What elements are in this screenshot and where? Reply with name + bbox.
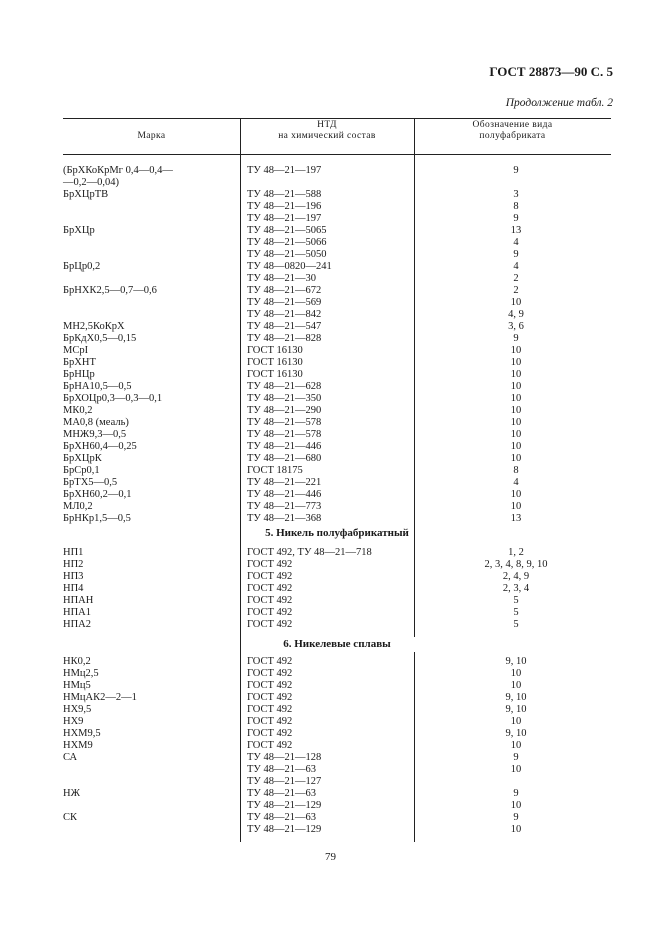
row-type: 9 bbox=[513, 333, 519, 344]
row-ntd: ТУ 48—21—5065 bbox=[247, 225, 327, 236]
row-ntd: ТУ 48—21—197 bbox=[247, 165, 322, 176]
table-row bbox=[63, 369, 611, 381]
row-ntd: ТУ 48—21—30 bbox=[247, 273, 316, 284]
row-ntd: ГОСТ 492 bbox=[247, 656, 293, 667]
section-title-nickel: 5. Никель полуфабрикатный bbox=[265, 527, 409, 539]
row-ntd: ТУ 48—21—63 bbox=[247, 764, 316, 775]
row-mark: НМц2,5 bbox=[63, 668, 99, 679]
row-ntd: ТУ 48—0820—241 bbox=[247, 261, 332, 272]
row-ntd: ТУ 48—21—628 bbox=[247, 381, 322, 392]
row-mark: БрНКр1,5—0,5 bbox=[63, 513, 131, 524]
row-mark: НХМ9 bbox=[63, 740, 93, 751]
table-row bbox=[63, 189, 611, 201]
row-ntd: ГОСТ 16130 bbox=[247, 345, 303, 356]
row-ntd: ТУ 48—21—672 bbox=[247, 285, 322, 296]
table-row bbox=[63, 213, 611, 225]
table-row bbox=[63, 619, 611, 631]
row-mark: НМц5 bbox=[63, 680, 91, 691]
row-ntd: ГОСТ 492 bbox=[247, 595, 293, 606]
table-row bbox=[63, 273, 611, 285]
row-type: 10 bbox=[510, 429, 522, 440]
row-ntd: ТУ 48—21—578 bbox=[247, 429, 322, 440]
row-ntd: ТУ 48—21—63 bbox=[247, 812, 316, 823]
table-row bbox=[63, 465, 611, 477]
row-mark: НП1 bbox=[63, 547, 84, 558]
row-mark: БрЦр0,2 bbox=[63, 261, 101, 272]
row-type: 10 bbox=[510, 441, 522, 452]
row-ntd: ТУ 48—21—129 bbox=[247, 800, 322, 811]
row-ntd: ГОСТ 492 bbox=[247, 571, 293, 582]
row-mark: МЛ0,2 bbox=[63, 501, 93, 512]
table-row bbox=[63, 559, 611, 571]
row-type: 10 bbox=[510, 501, 522, 512]
row-ntd: ГОСТ 18175 bbox=[247, 465, 303, 476]
row-ntd: ТУ 48—21—828 bbox=[247, 333, 322, 344]
row-mark: НХМ9,5 bbox=[63, 728, 101, 739]
table-row bbox=[63, 501, 611, 513]
section-title-nickel-alloys: 6. Никелевые сплавы bbox=[283, 638, 391, 650]
table-row bbox=[63, 583, 611, 595]
row-type: 10 bbox=[510, 716, 522, 727]
column-header-mark: Марка bbox=[137, 131, 166, 141]
row-type: 1, 2 bbox=[508, 547, 524, 558]
row-type: 4, 9 bbox=[508, 309, 524, 320]
row-mark: —0,2—0,04) bbox=[63, 177, 119, 188]
page-number: 79 bbox=[325, 851, 336, 863]
row-type: 10 bbox=[510, 393, 522, 404]
row-type: 10 bbox=[510, 668, 522, 679]
table-row bbox=[63, 764, 611, 776]
table-row bbox=[63, 595, 611, 607]
row-ntd: ГОСТ 16130 bbox=[247, 357, 303, 368]
row-mark: БрХЦрТВ bbox=[63, 189, 109, 200]
row-ntd: ТУ 48—21—5066 bbox=[247, 237, 327, 248]
table-row bbox=[63, 429, 611, 441]
row-mark: БрХЦрК bbox=[63, 453, 102, 464]
table-row bbox=[63, 607, 611, 619]
row-mark: НХ9 bbox=[63, 716, 84, 727]
row-mark: БрХЦр bbox=[63, 225, 95, 236]
table-row bbox=[63, 489, 611, 501]
row-type: 2 bbox=[513, 273, 519, 284]
table-row bbox=[63, 225, 611, 237]
table-row bbox=[63, 321, 611, 333]
row-mark: МК0,2 bbox=[63, 405, 93, 416]
table-row bbox=[63, 345, 611, 357]
column-header-type bbox=[414, 120, 611, 142]
row-type: 10 bbox=[510, 680, 522, 691]
row-type: 10 bbox=[510, 800, 522, 811]
row-ntd: ГОСТ 492 bbox=[247, 704, 293, 715]
row-mark: БрХНТ bbox=[63, 357, 96, 368]
table-row bbox=[63, 417, 611, 429]
row-type: 2, 3, 4 bbox=[502, 583, 530, 594]
row-ntd: ГОСТ 492 bbox=[247, 607, 293, 618]
row-type: 13 bbox=[510, 225, 522, 236]
row-type: 10 bbox=[510, 740, 522, 751]
row-type: 9 bbox=[513, 752, 519, 763]
table-row bbox=[63, 776, 611, 788]
row-type: 3 bbox=[513, 189, 519, 200]
table-row bbox=[63, 261, 611, 273]
row-ntd: ГОСТ 492 bbox=[247, 716, 293, 727]
row-mark: БрНЦр bbox=[63, 369, 95, 380]
row-type: 9 bbox=[513, 165, 519, 176]
row-type: 10 bbox=[510, 345, 522, 356]
row-type: 4 bbox=[513, 237, 519, 248]
table-row bbox=[63, 441, 611, 453]
row-mark: БрХН60,4—0,25 bbox=[63, 441, 137, 452]
row-type: 9 bbox=[513, 249, 519, 260]
row-type: 3, 6 bbox=[508, 321, 524, 332]
column-header-ntd-line1: НТД bbox=[317, 120, 337, 130]
row-mark: НМцАК2—2—1 bbox=[63, 692, 137, 703]
row-ntd: ТУ 48—21—446 bbox=[247, 489, 322, 500]
row-ntd: ТУ 48—21—547 bbox=[247, 321, 322, 332]
row-ntd: ТУ 48—21—127 bbox=[247, 776, 322, 787]
row-mark: МНЖ9,3—0,5 bbox=[63, 429, 127, 440]
table-row bbox=[63, 249, 611, 261]
table-row bbox=[63, 357, 611, 369]
column-header-type-line1: Обозначение вида bbox=[472, 120, 553, 130]
row-ntd: ТУ 48—21—350 bbox=[247, 393, 322, 404]
table-row bbox=[63, 477, 611, 489]
table-row bbox=[63, 680, 611, 692]
row-ntd: ТУ 48—21—842 bbox=[247, 309, 322, 320]
row-mark: МСрІ bbox=[63, 345, 89, 356]
row-type: 5 bbox=[513, 619, 519, 630]
table-row bbox=[63, 381, 611, 393]
row-mark: БрНХК2,5—0,7—0,6 bbox=[63, 285, 157, 296]
row-ntd: ТУ 48—21—290 bbox=[247, 405, 322, 416]
table-row bbox=[63, 824, 611, 836]
table-row bbox=[63, 405, 611, 417]
row-ntd: ТУ 48—21—221 bbox=[247, 477, 322, 488]
column-header-type-line2: полуфабриката bbox=[479, 131, 546, 141]
row-mark: НП2 bbox=[63, 559, 84, 570]
row-type: 5 bbox=[513, 607, 519, 618]
row-type: 8 bbox=[513, 465, 519, 476]
table-row bbox=[63, 393, 611, 405]
row-ntd: ГОСТ 492 bbox=[247, 668, 293, 679]
row-ntd: ТУ 48—21—680 bbox=[247, 453, 322, 464]
row-type: 13 bbox=[510, 513, 522, 524]
row-type: 10 bbox=[510, 297, 522, 308]
row-ntd: ГОСТ 492 bbox=[247, 728, 293, 739]
table-row bbox=[63, 668, 611, 680]
row-type: 9 bbox=[513, 812, 519, 823]
row-type: 5 bbox=[513, 595, 519, 606]
row-ntd: ТУ 48—21—197 bbox=[247, 213, 322, 224]
row-type: 10 bbox=[510, 764, 522, 775]
table-row bbox=[63, 728, 611, 740]
document-id: ГОСТ 28873—90 С. 5 bbox=[489, 64, 613, 79]
row-ntd: ГОСТ 492 bbox=[247, 559, 293, 570]
row-ntd: ТУ 48—21—128 bbox=[247, 752, 322, 763]
table-row bbox=[63, 812, 611, 824]
table-row bbox=[63, 309, 611, 321]
row-type: 9 bbox=[513, 788, 519, 799]
row-ntd: ТУ 48—21—578 bbox=[247, 417, 322, 428]
row-ntd: ТУ 48—21—196 bbox=[247, 201, 322, 212]
table-row bbox=[63, 513, 611, 525]
row-mark: НПАН bbox=[63, 595, 94, 606]
table-row bbox=[63, 692, 611, 704]
row-type: 10 bbox=[510, 417, 522, 428]
row-ntd: ТУ 48—21—588 bbox=[247, 189, 322, 200]
row-ntd: ТУ 48—21—446 bbox=[247, 441, 322, 452]
table-row bbox=[63, 177, 611, 189]
column-header-ntd bbox=[240, 120, 414, 142]
row-ntd: ТУ 48—21—129 bbox=[247, 824, 322, 835]
row-type: 10 bbox=[510, 405, 522, 416]
row-mark: (БрХКоКрМг 0,4—0,4— bbox=[63, 165, 173, 176]
row-mark: СА bbox=[63, 752, 78, 763]
row-type: 9, 10 bbox=[505, 656, 527, 667]
table-top-rule bbox=[63, 118, 611, 119]
row-ntd: ТУ 48—21—569 bbox=[247, 297, 322, 308]
row-ntd: ГОСТ 492 bbox=[247, 740, 293, 751]
row-ntd: ГОСТ 492 bbox=[247, 583, 293, 594]
row-ntd: ТУ 48—21—368 bbox=[247, 513, 322, 524]
row-type: 10 bbox=[510, 369, 522, 380]
table-row bbox=[63, 201, 611, 213]
table-row bbox=[63, 788, 611, 800]
table-row bbox=[63, 285, 611, 297]
row-type: 10 bbox=[510, 489, 522, 500]
table-row bbox=[63, 547, 611, 559]
table-row bbox=[63, 333, 611, 345]
row-ntd: ГОСТ 492 bbox=[247, 692, 293, 703]
row-ntd: ГОСТ 16130 bbox=[247, 369, 303, 380]
row-type: 9, 10 bbox=[505, 704, 527, 715]
row-ntd: ТУ 48—21—63 bbox=[247, 788, 316, 799]
table-row bbox=[63, 571, 611, 583]
table-row bbox=[63, 297, 611, 309]
row-mark: НК0,2 bbox=[63, 656, 91, 667]
table-row bbox=[63, 237, 611, 249]
row-mark: БрСр0,1 bbox=[63, 465, 100, 476]
row-mark: БрНА10,5—0,5 bbox=[63, 381, 132, 392]
row-mark: НП4 bbox=[63, 583, 84, 594]
row-type: 4 bbox=[513, 477, 519, 488]
row-type: 10 bbox=[510, 824, 522, 835]
row-mark: НЖ bbox=[63, 788, 80, 799]
table-header-rule bbox=[63, 154, 611, 155]
table-row bbox=[63, 453, 611, 465]
row-type: 10 bbox=[510, 357, 522, 368]
row-mark: БрКдХ0,5—0,15 bbox=[63, 333, 137, 344]
row-type: 10 bbox=[510, 381, 522, 392]
row-mark: БрХОЦр0,3—0,3—0,1 bbox=[63, 393, 163, 404]
row-mark: НПА2 bbox=[63, 619, 91, 630]
row-mark: НХ9,5 bbox=[63, 704, 92, 715]
row-type: 9, 10 bbox=[505, 728, 527, 739]
row-mark: МА0,8 (меаль) bbox=[63, 417, 129, 428]
row-ntd: ГОСТ 492, ТУ 48—21—718 bbox=[247, 547, 372, 558]
row-type: 4 bbox=[513, 261, 519, 272]
table-row bbox=[63, 740, 611, 752]
column-header-ntd-line2: на химический состав bbox=[278, 131, 376, 141]
row-type: 2, 3, 4, 8, 9, 10 bbox=[484, 559, 548, 570]
row-mark: БрТХ5—0,5 bbox=[63, 477, 118, 488]
row-type: 10 bbox=[510, 453, 522, 464]
table-row bbox=[63, 165, 611, 177]
row-mark: МН2,5КоКрХ bbox=[63, 321, 125, 332]
row-type: 2, 4, 9 bbox=[502, 571, 530, 582]
row-type: 9, 10 bbox=[505, 692, 527, 703]
row-mark: НП3 bbox=[63, 571, 84, 582]
table-row bbox=[63, 752, 611, 764]
row-type: 2 bbox=[513, 285, 519, 296]
row-mark: СК bbox=[63, 812, 78, 823]
table-row bbox=[63, 716, 611, 728]
table-row bbox=[63, 800, 611, 812]
table-row bbox=[63, 704, 611, 716]
row-mark: НПА1 bbox=[63, 607, 91, 618]
row-ntd: ГОСТ 492 bbox=[247, 680, 293, 691]
row-ntd: ТУ 48—21—5050 bbox=[247, 249, 327, 260]
row-type: 9 bbox=[513, 213, 519, 224]
table-row bbox=[63, 656, 611, 668]
row-ntd: ТУ 48—21—773 bbox=[247, 501, 322, 512]
row-ntd: ГОСТ 492 bbox=[247, 619, 293, 630]
table-continuation-label: Продолжение табл. 2 bbox=[505, 97, 613, 109]
row-type: 8 bbox=[513, 201, 519, 212]
row-mark: БрХН60,2—0,1 bbox=[63, 489, 132, 500]
